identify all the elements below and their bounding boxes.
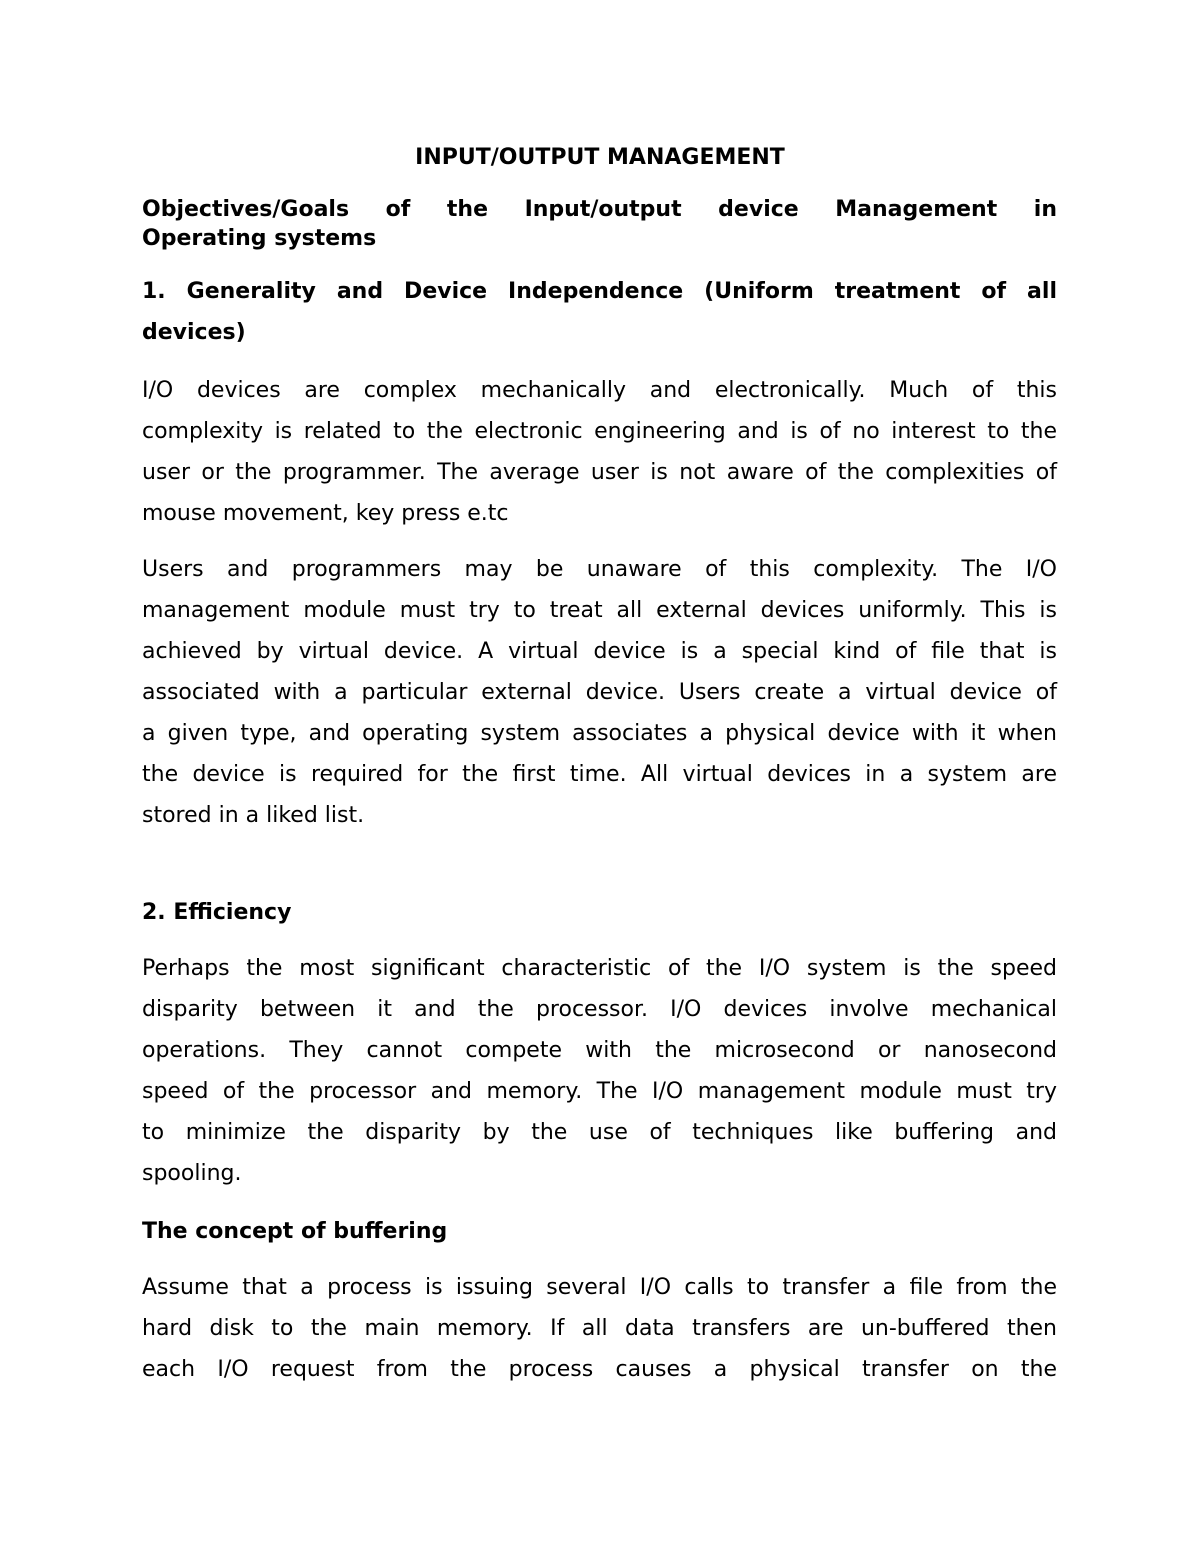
text-line: mouse movement, key press e.tc <box>142 501 509 526</box>
text-line: Users and programmers may be unaware of this complexity. The I/O <box>142 557 1057 582</box>
section1-paragraph-1 <box>142 370 1057 534</box>
section2-heading <box>142 892 1057 933</box>
text-line: disparity between it and the processor. I/O devices involve mechanical <box>142 997 1057 1022</box>
text-line: devices) <box>142 320 246 345</box>
text-line: to minimize the disparity by the use of techniques like buffering and <box>142 1120 1057 1145</box>
document-title: INPUT/OUTPUT MANAGEMENT <box>415 145 785 170</box>
section1-paragraph-2 <box>142 549 1057 836</box>
text-line: stored in a liked list. <box>142 803 365 828</box>
text-line: each I/O request from the process causes a physical transfer on the <box>142 1357 1057 1382</box>
text-line: a given type, and operating system associates a physical device with it when <box>142 721 1057 746</box>
text-line: Objectives/Goals of the Input/output device Management in <box>142 197 1057 222</box>
text-line: the device is required for the first time. All virtual devices in a system are <box>142 762 1057 787</box>
buffering-heading <box>142 1211 1057 1252</box>
text-line: Operating systems <box>142 226 377 251</box>
text-line: speed of the processor and memory. The I/O management module must try <box>142 1079 1057 1104</box>
text-line: complexity is related to the electronic engineering and is of no interest to the <box>142 419 1057 444</box>
section2-paragraph-1 <box>142 948 1057 1194</box>
section1-heading <box>142 271 1057 353</box>
text-line: 2. Efficiency <box>142 900 292 925</box>
buffering-paragraph-1 <box>142 1267 1057 1390</box>
text-line: operations. They cannot compete with the microsecond or nanosecond <box>142 1038 1057 1063</box>
text-line: The concept of buffering <box>142 1219 448 1244</box>
text-line: Perhaps the most significant characteristic of the I/O system is the speed <box>142 956 1057 981</box>
text-line: spooling. <box>142 1161 242 1186</box>
text-line: hard disk to the main memory. If all data transfers are un-buffered then <box>142 1316 1057 1341</box>
text-line: I/O devices are complex mechanically and electronically. Much of this <box>142 378 1057 403</box>
text-line: user or the programmer. The average user is not aware of the complexities of <box>142 460 1057 485</box>
text-line: management module must try to treat all external devices uniformly. This is <box>142 598 1057 623</box>
text-line: 1. Generality and Device Independence (Uniform treatment of all <box>142 279 1057 304</box>
text-line: associated with a particular external device. Users create a virtual device of <box>142 680 1057 705</box>
objectives-heading <box>142 195 1057 253</box>
text-line: achieved by virtual device. A virtual device is a special kind of file that is <box>142 639 1057 664</box>
text-line: Assume that a process is issuing several I/O calls to transfer a file from the <box>142 1275 1057 1300</box>
